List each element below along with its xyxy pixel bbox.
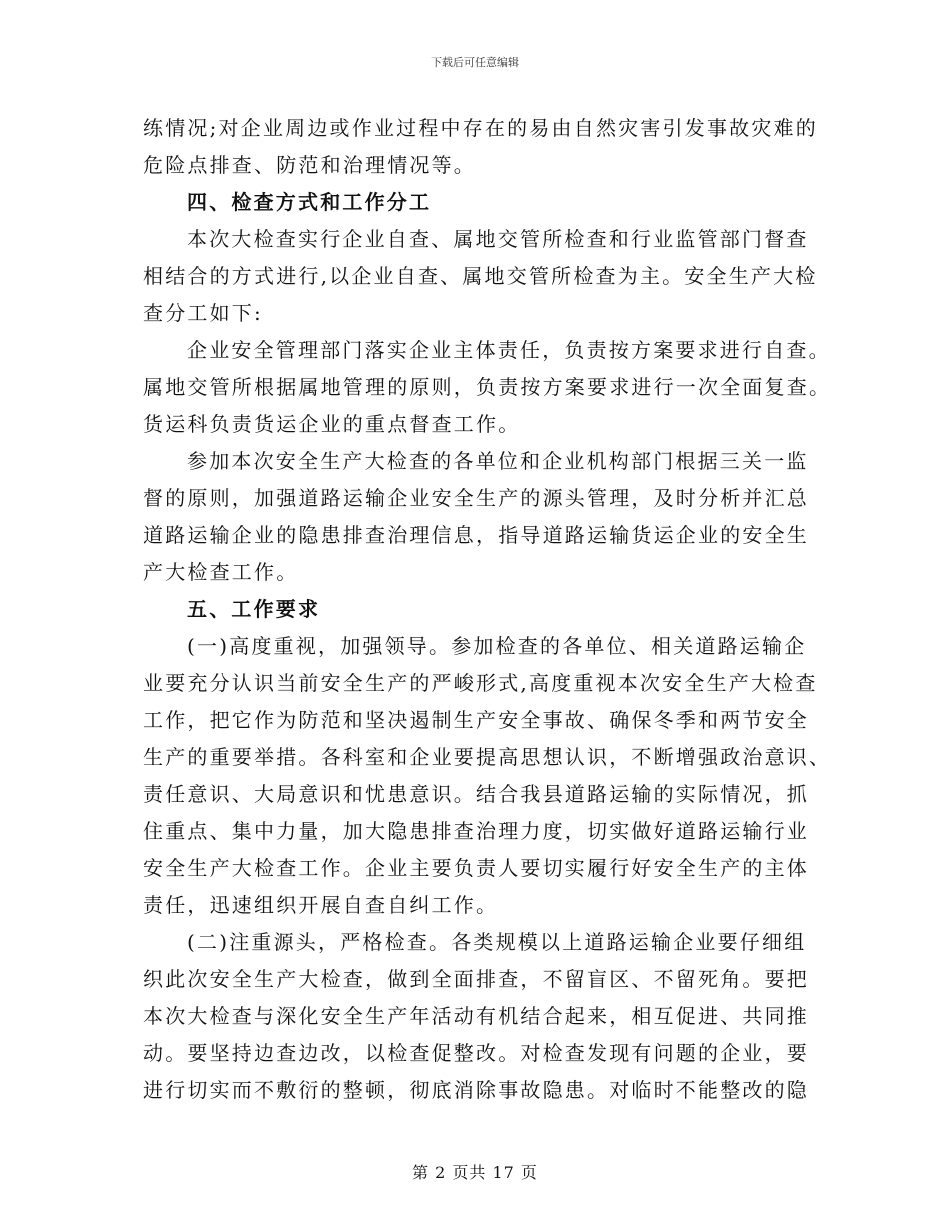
paragraph-line: (二)注重源头，严格检查。各类规模以上道路运输企业要仔细组 (187, 930, 807, 954)
paragraph-line: 属地交管所根据属地管理的原则，负责按方案要求进行一次全面复查。 (143, 375, 832, 399)
paragraph-line: 本次大检查实行企业自查、属地交管所检查和行业监管部门督查 (187, 227, 809, 251)
paragraph-line: 督的原则，加强道路运输企业安全生产的源头管理，及时分析并汇总 (143, 486, 809, 510)
paragraph-line: 动。要坚持边查边改，以检查促整改。对检查发现有问题的企业，要 (143, 1041, 809, 1065)
paragraph-line: 产大检查工作。 (143, 560, 299, 584)
paragraph-line: 责任意识、大局意识和忧患意识。结合我县道路运输的实际情况，抓 (143, 782, 809, 806)
paragraph-line: 危险点排查、防范和治理情况等。 (143, 153, 476, 177)
paragraph-line: 道路运输企业的隐患排查治理信息，指导道路运输货运企业的安全生 (143, 523, 809, 547)
paragraph-line: 相结合的方式进行,以企业自查、属地交管所检查为主。安全生产大检 (143, 264, 818, 288)
paragraph-line: 练情况;对企业周边或作业过程中存在的易由自然灾害引发事故灾难的 (143, 116, 818, 140)
paragraph-line: 查分工如下: (143, 301, 263, 325)
page-header-note: 下载后可任意编辑 (431, 56, 519, 69)
page-number-footer: 第 2 页共 17 页 (412, 1163, 538, 1182)
paragraph-line: 本次大检查与深化安全生产年活动有机结合起来，相互促进、共同推 (143, 1004, 809, 1028)
paragraph-line: 业要充分认识当前安全生产的严峻形式,高度重视本次安全生产大检查 (143, 671, 818, 695)
paragraph-line: 企业安全管理部门落实企业主体责任，负责按方案要求进行自查。 (187, 338, 831, 362)
paragraph-line: 织此次安全生产大检查，做到全面排查，不留盲区、不留死角。要把 (143, 967, 809, 991)
section-heading: 五、工作要求 (187, 597, 321, 621)
paragraph-line: 货运科负责货运企业的重点督查工作。 (143, 412, 521, 436)
paragraph-line: 安全生产大检查工作。企业主要负责人要切实履行好安全生产的主体 (143, 856, 809, 880)
paragraph-line: 生产的重要举措。各科室和企业要提高思想认识，不断增强政治意识、 (143, 745, 832, 769)
paragraph-line: 住重点、集中力量，加大隐患排查治理力度，切实做好道路运输行业 (143, 819, 809, 843)
paragraph-line: 进行切实而不敷衍的整顿，彻底消除事故隐患。对临时不能整改的隐 (143, 1078, 809, 1102)
section-heading: 四、检查方式和工作分工 (187, 190, 432, 214)
paragraph-line: (一)高度重视，加强领导。参加检查的各单位、相关道路运输企 (187, 634, 807, 658)
paragraph-line: 责任，迅速组织开展自查自纠工作。 (143, 893, 499, 917)
document-body (143, 110, 832, 1109)
paragraph-line: 参加本次安全生产大检查的各单位和企业机构部门根据三关一监 (187, 449, 809, 473)
paragraph-line: 工作，把它作为防范和坚决遏制生产安全事故、确保冬季和两节安全 (143, 708, 809, 732)
